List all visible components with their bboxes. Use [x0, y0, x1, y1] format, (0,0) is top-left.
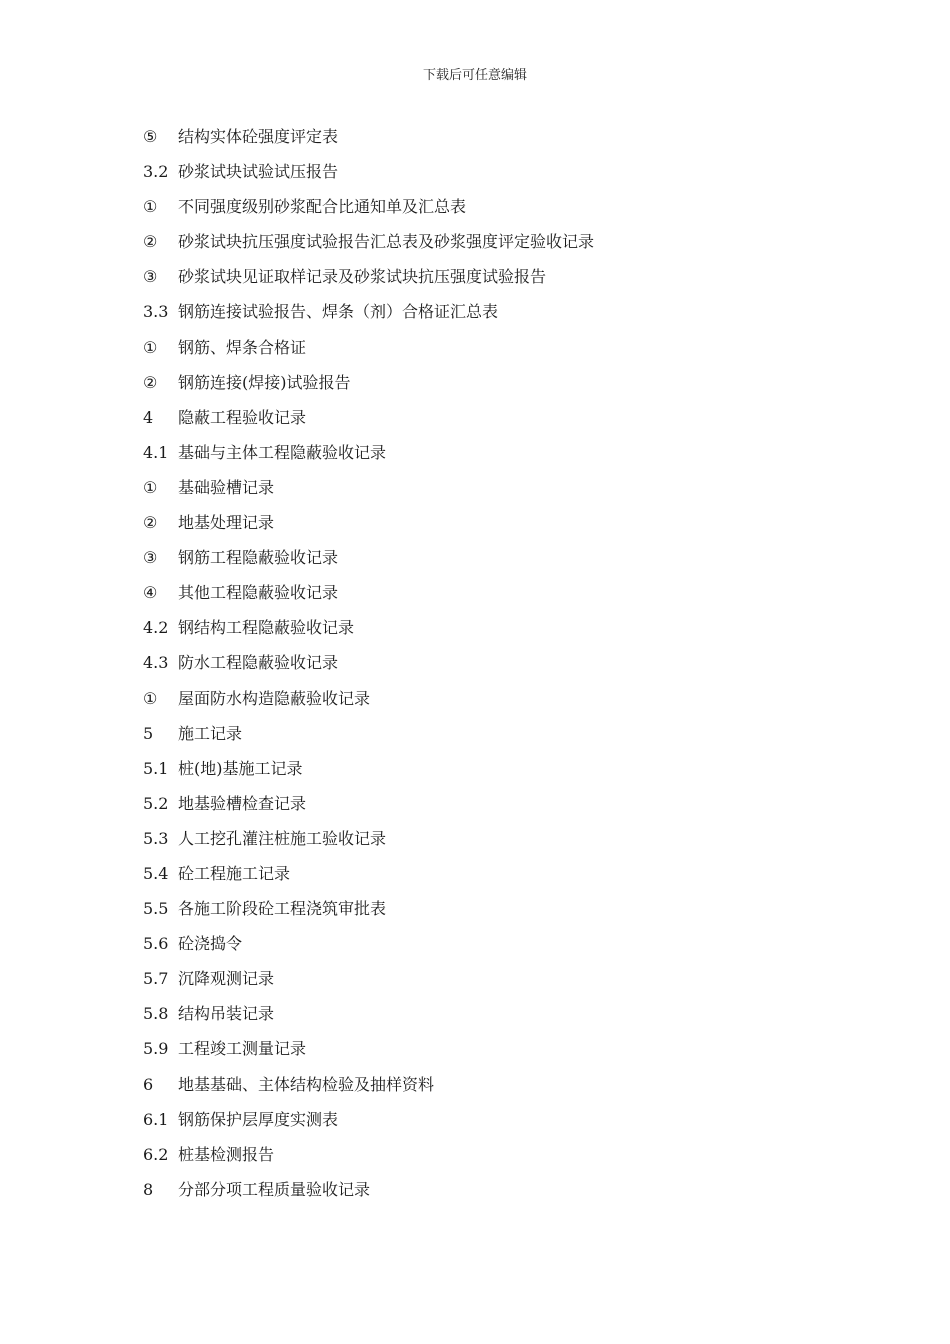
toc-number: ① — [143, 477, 158, 497]
toc-item — [143, 1177, 843, 1212]
toc-title: 地基验槽检查记录 — [178, 793, 307, 813]
toc-title: 结构吊装记录 — [178, 1004, 275, 1024]
toc-title: 钢筋连接试验报告、焊条（剂）合格证汇总表 — [178, 302, 499, 322]
toc-title: 钢筋保护层厚度实测表 — [178, 1109, 339, 1129]
toc-title: 其他工程隐蔽验收记录 — [178, 583, 339, 603]
toc-title: 基础验槽记录 — [178, 477, 275, 497]
toc-number: 6 — [143, 1074, 154, 1094]
toc-item — [143, 1036, 843, 1071]
toc-item — [143, 931, 843, 966]
toc-title: 砼浇捣令 — [178, 934, 243, 954]
toc-number: 5.4 — [143, 863, 169, 883]
toc-item — [143, 1072, 843, 1107]
toc-title: 屋面防水构造隐蔽验收记录 — [178, 688, 371, 708]
toc-title: 钢筋工程隐蔽验收记录 — [178, 548, 339, 568]
page-header: 下载后可任意编辑 — [422, 68, 527, 83]
toc-item — [143, 159, 843, 194]
toc-number: 3.3 — [143, 302, 169, 322]
toc-number: ② — [143, 513, 158, 533]
toc-number: 5.1 — [143, 758, 169, 778]
toc-number: ③ — [143, 548, 158, 568]
toc-item — [143, 721, 843, 756]
toc-number: 6.1 — [143, 1109, 169, 1129]
toc-number: 4.3 — [143, 653, 169, 673]
toc-number: 6.2 — [143, 1144, 169, 1164]
toc-item — [143, 405, 843, 440]
toc-number: ① — [143, 688, 158, 708]
toc-number: ② — [143, 372, 158, 392]
toc-number: 5.2 — [143, 793, 169, 813]
toc-list — [143, 124, 843, 1212]
toc-title: 砼工程施工记录 — [178, 863, 291, 883]
toc-title: 钢筋、焊条合格证 — [178, 337, 307, 357]
toc-number: 4.1 — [143, 442, 169, 462]
toc-item — [143, 615, 843, 650]
toc-title: 结构实体砼强度评定表 — [178, 127, 339, 146]
toc-title: 施工记录 — [178, 723, 243, 743]
toc-title: 防水工程隐蔽验收记录 — [178, 653, 339, 673]
toc-number: ④ — [143, 583, 158, 603]
toc-title: 沉降观测记录 — [178, 969, 275, 989]
toc-item — [143, 299, 843, 334]
toc-item — [143, 264, 843, 299]
toc-number: 3.2 — [143, 162, 169, 182]
toc-number: 5.8 — [143, 1004, 169, 1024]
toc-number: ⑤ — [143, 127, 158, 146]
toc-number: 5.5 — [143, 899, 169, 919]
toc-title: 各施工阶段砼工程浇筑审批表 — [178, 899, 387, 919]
toc-title: 基础与主体工程隐蔽验收记录 — [178, 442, 387, 462]
toc-number: 8 — [143, 1179, 154, 1199]
toc-number: 5.3 — [143, 828, 169, 848]
toc-title: 地基基础、主体结构检验及抽样资料 — [178, 1074, 435, 1094]
toc-item — [143, 229, 843, 264]
toc-item — [143, 1142, 843, 1177]
toc-item — [143, 580, 843, 615]
toc-item — [143, 475, 843, 510]
toc-number: ② — [143, 232, 158, 252]
toc-title: 地基处理记录 — [178, 513, 275, 533]
toc-title: 砂浆试块试验试压报告 — [178, 162, 339, 182]
toc-number: 4.2 — [143, 618, 169, 638]
toc-number: 5.9 — [143, 1039, 169, 1059]
toc-title: 不同强度级别砂浆配合比通知单及汇总表 — [178, 197, 467, 217]
toc-title: 桩(地)基施工记录 — [178, 758, 303, 778]
toc-item — [143, 370, 843, 405]
toc-item — [143, 510, 843, 545]
toc-number: ① — [143, 337, 158, 357]
toc-title: 钢结构工程隐蔽验收记录 — [178, 618, 355, 638]
toc-item — [143, 1001, 843, 1036]
toc-item — [143, 440, 843, 475]
toc-item — [143, 756, 843, 791]
toc-number: 5.7 — [143, 969, 169, 989]
toc-item — [143, 1107, 843, 1142]
toc-title: 砂浆试块抗压强度试验报告汇总表及砂浆强度评定验收记录 — [178, 232, 595, 252]
toc-title: 桩基检测报告 — [178, 1144, 275, 1164]
toc-number: 5.6 — [143, 934, 169, 954]
toc-title: 砂浆试块见证取样记录及砂浆试块抗压强度试验报告 — [178, 267, 547, 287]
toc-item — [143, 686, 843, 721]
toc-number: 4 — [143, 407, 154, 427]
toc-item — [143, 650, 843, 685]
toc-number: ③ — [143, 267, 158, 287]
toc-item — [143, 791, 843, 826]
toc-number: ① — [143, 197, 158, 217]
toc-item — [143, 194, 843, 229]
toc-title: 隐蔽工程验收记录 — [178, 407, 307, 427]
toc-item — [143, 335, 843, 370]
toc-item — [143, 966, 843, 1001]
toc-title: 分部分项工程质量验收记录 — [178, 1179, 371, 1199]
toc-title: 人工挖孔灌注桩施工验收记录 — [178, 828, 387, 848]
toc-item — [143, 826, 843, 861]
toc-number: 5 — [143, 723, 154, 743]
toc-item — [143, 124, 843, 159]
toc-item — [143, 545, 843, 580]
toc-item — [143, 861, 843, 896]
toc-title: 工程竣工测量记录 — [178, 1039, 307, 1059]
toc-title: 钢筋连接(焊接)试验报告 — [178, 372, 351, 392]
toc-item — [143, 896, 843, 931]
